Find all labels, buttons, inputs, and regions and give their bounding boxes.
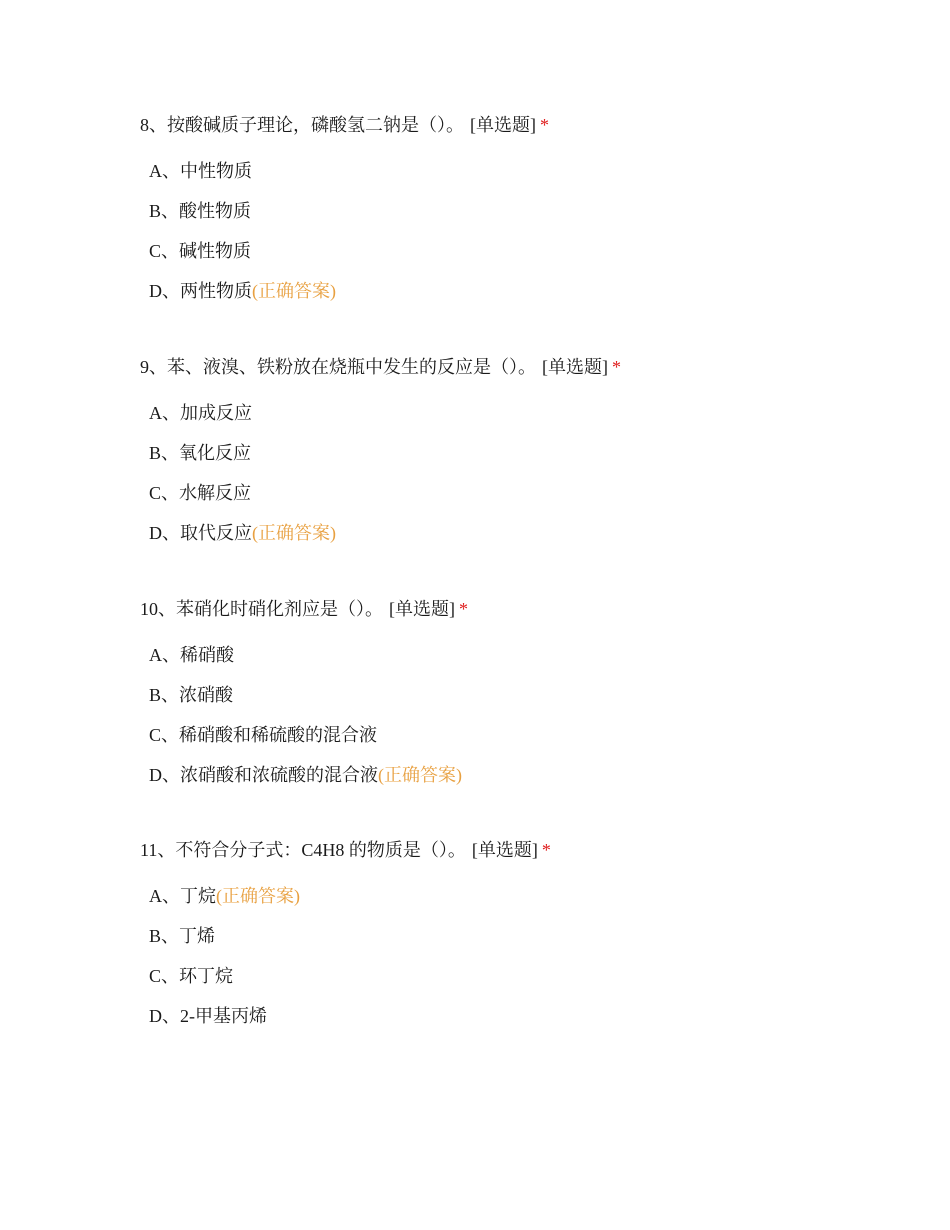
option-b <box>149 923 840 963</box>
option-d <box>149 762 840 802</box>
question-title-row <box>140 354 840 380</box>
option-text: C、碱性物质 <box>149 241 252 261</box>
question-title-row <box>140 112 840 138</box>
correct-answer-tag: (正确答案) <box>378 765 462 785</box>
option-list <box>140 642 840 802</box>
option-c <box>149 238 840 278</box>
correct-answer-tag: (正确答案) <box>216 886 300 906</box>
correct-answer-tag: (正确答案) <box>252 281 336 301</box>
option-a <box>149 400 840 440</box>
option-text: A、加成反应 <box>149 403 252 423</box>
option-a <box>149 158 840 198</box>
question-11 <box>140 837 840 1043</box>
question-8 <box>140 112 840 318</box>
required-marker: * <box>540 115 549 135</box>
question-type-label: [单选题] <box>470 115 536 135</box>
question-title-row <box>140 596 840 622</box>
option-d <box>149 278 840 318</box>
question-title: 11、不符合分子式：C4H8 的物质是（）。 <box>140 840 466 860</box>
question-type-label: [单选题] <box>389 599 455 619</box>
question-type-label: [单选题] <box>542 357 608 377</box>
question-9 <box>140 354 840 560</box>
option-text: D、浓硝酸和浓硫酸的混合液 <box>149 765 378 785</box>
question-title-row <box>140 837 840 863</box>
question-title: 9、苯、液溴、铁粉放在烧瓶中发生的反应是（）。 <box>140 357 536 377</box>
question-title: 10、苯硝化时硝化剂应是（）。 <box>140 599 383 619</box>
option-text: B、酸性物质 <box>149 201 252 221</box>
option-a <box>149 642 840 682</box>
question-10 <box>140 596 840 802</box>
option-c <box>149 963 840 1003</box>
option-text: C、水解反应 <box>149 483 252 503</box>
option-list <box>140 400 840 560</box>
option-a <box>149 883 840 923</box>
option-b <box>149 198 840 238</box>
option-b <box>149 440 840 480</box>
correct-answer-tag: (正确答案) <box>252 523 336 543</box>
option-text: D、取代反应 <box>149 523 252 543</box>
required-marker: * <box>459 599 468 619</box>
question-title: 8、按酸碱质子理论，磷酸氢二钠是（）。 <box>140 115 464 135</box>
option-text: B、氧化反应 <box>149 443 252 463</box>
option-text: D、2-甲基丙烯 <box>149 1006 267 1026</box>
option-text: A、中性物质 <box>149 161 252 181</box>
option-text: D、两性物质 <box>149 281 252 301</box>
required-marker: * <box>612 357 621 377</box>
option-text: C、环丁烷 <box>149 966 234 986</box>
option-d <box>149 520 840 560</box>
option-text: C、稀硝酸和稀硫酸的混合液 <box>149 725 378 745</box>
option-d <box>149 1003 840 1043</box>
option-text: B、丁烯 <box>149 926 216 946</box>
option-c <box>149 722 840 762</box>
option-text: A、稀硝酸 <box>149 645 234 665</box>
option-text: A、丁烷 <box>149 886 216 906</box>
question-type-label: [单选题] <box>471 840 538 860</box>
option-b <box>149 682 840 722</box>
option-c <box>149 480 840 520</box>
option-text: B、浓硝酸 <box>149 685 234 705</box>
required-marker: * <box>541 840 551 860</box>
option-list <box>140 158 840 318</box>
option-list <box>140 883 840 1043</box>
